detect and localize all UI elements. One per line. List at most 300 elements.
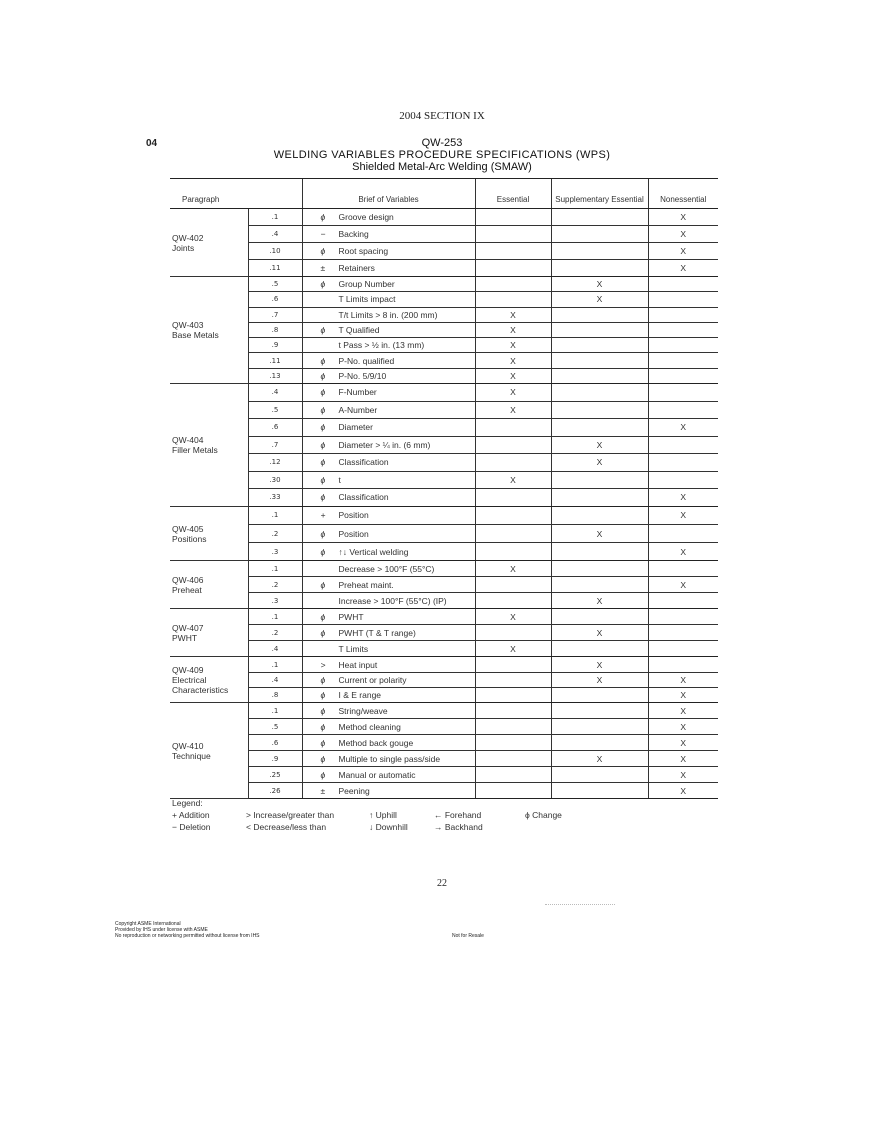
variable-brief bbox=[302, 277, 475, 292]
table-row bbox=[170, 641, 718, 657]
variable-text: Peening bbox=[338, 785, 370, 796]
nonessential-mark bbox=[648, 277, 718, 292]
variable-text: Method cleaning bbox=[338, 721, 401, 732]
nonessential-mark: X bbox=[648, 687, 718, 702]
essential-mark: X bbox=[475, 322, 551, 337]
essential-mark: X bbox=[475, 471, 551, 489]
supplementary-mark: X bbox=[551, 524, 648, 542]
table-row bbox=[170, 436, 718, 454]
essential-mark bbox=[475, 226, 551, 243]
paragraph-number: .1 bbox=[248, 506, 302, 524]
variable-symbol: ϕ bbox=[320, 689, 326, 700]
variable-brief bbox=[302, 419, 475, 437]
supplementary-mark bbox=[551, 419, 648, 437]
variable-brief bbox=[302, 625, 475, 641]
paragraph-number: .4 bbox=[248, 226, 302, 243]
supplementary-mark bbox=[551, 641, 648, 657]
supplementary-mark bbox=[551, 543, 648, 561]
variable-symbol: − bbox=[320, 229, 326, 239]
paragraph-number: .4 bbox=[248, 641, 302, 657]
nonessential-mark bbox=[648, 353, 718, 368]
variable-symbol: ϕ bbox=[320, 769, 326, 780]
variable-brief bbox=[302, 226, 475, 243]
variable-symbol: ϕ bbox=[320, 737, 326, 748]
paragraph-group bbox=[170, 277, 248, 384]
nonessential-mark bbox=[648, 401, 718, 419]
essential-mark bbox=[475, 454, 551, 472]
divider bbox=[545, 904, 615, 905]
variable-brief bbox=[302, 307, 475, 322]
paragraph-name: Preheat bbox=[172, 584, 202, 595]
supplementary-mark bbox=[551, 243, 648, 260]
nonessential-mark: X bbox=[648, 577, 718, 593]
variable-symbol: ϕ bbox=[320, 579, 326, 590]
paragraph-name: PWHT bbox=[172, 632, 198, 643]
table-row bbox=[170, 625, 718, 641]
paragraph-number: .5 bbox=[248, 401, 302, 419]
nonessential-mark bbox=[648, 524, 718, 542]
table-row bbox=[170, 751, 718, 767]
nonessential-mark: X bbox=[648, 506, 718, 524]
supplementary-mark: X bbox=[551, 672, 648, 687]
table-row bbox=[170, 687, 718, 702]
paragraph-number: .11 bbox=[248, 260, 302, 277]
variable-symbol: ϕ bbox=[320, 627, 326, 638]
paragraph-number: .30 bbox=[248, 471, 302, 489]
paragraph-number: .1 bbox=[248, 609, 302, 625]
variable-text: Diameter bbox=[338, 422, 373, 433]
nonessential-mark: X bbox=[648, 489, 718, 507]
variable-symbol: ± bbox=[320, 263, 326, 273]
essential-mark bbox=[475, 767, 551, 783]
supplementary-mark bbox=[551, 506, 648, 524]
legend-item: > Increase/greater than bbox=[246, 810, 335, 820]
variable-text: Position bbox=[338, 510, 369, 521]
variable-brief bbox=[302, 543, 475, 561]
variable-symbol: ϕ bbox=[320, 439, 326, 450]
variable-text: Preheat maint. bbox=[338, 579, 394, 590]
essential-mark bbox=[475, 625, 551, 641]
variable-symbol: ϕ bbox=[320, 246, 326, 256]
nonessential-mark bbox=[648, 292, 718, 307]
nonessential-mark bbox=[648, 322, 718, 337]
supplementary-mark bbox=[551, 353, 648, 368]
supplementary-mark bbox=[551, 307, 648, 322]
variable-brief bbox=[302, 401, 475, 419]
nonessential-mark: X bbox=[648, 672, 718, 687]
supplementary-mark bbox=[551, 609, 648, 625]
variable-text: Heat input bbox=[338, 659, 378, 670]
nonessential-mark bbox=[648, 307, 718, 322]
variable-symbol: ϕ bbox=[320, 721, 326, 732]
paragraph-group bbox=[170, 609, 248, 657]
variable-brief bbox=[302, 703, 475, 719]
nonessential-mark: X bbox=[648, 751, 718, 767]
table-row bbox=[170, 243, 718, 260]
essential-mark bbox=[475, 292, 551, 307]
paragraph-name: Filler Metals bbox=[172, 444, 218, 455]
variable-symbol: ϕ bbox=[320, 528, 326, 539]
supplementary-mark bbox=[551, 767, 648, 783]
variable-brief bbox=[302, 735, 475, 751]
supplementary-mark bbox=[551, 687, 648, 702]
essential-mark bbox=[475, 577, 551, 593]
nonessential-mark bbox=[648, 657, 718, 672]
header-nonessential: Nonessential bbox=[648, 179, 718, 209]
nonessential-mark: X bbox=[648, 719, 718, 735]
variable-brief bbox=[302, 577, 475, 593]
essential-mark: X bbox=[475, 338, 551, 353]
variable-text: String/weave bbox=[338, 705, 388, 716]
variable-symbol: ϕ bbox=[320, 212, 326, 222]
supplementary-mark: X bbox=[551, 751, 648, 767]
paragraph-group bbox=[170, 561, 248, 609]
paragraph-number: .12 bbox=[248, 454, 302, 472]
supplementary-mark bbox=[551, 577, 648, 593]
variable-symbol: ϕ bbox=[320, 474, 326, 485]
variable-brief bbox=[302, 524, 475, 542]
table-row bbox=[170, 277, 718, 292]
paragraph-name: Electrical Characteristics bbox=[172, 674, 229, 695]
supplementary-mark bbox=[551, 719, 648, 735]
nonessential-mark bbox=[648, 454, 718, 472]
paragraph-group bbox=[170, 384, 248, 507]
copyright-line: Provided by IHS under license with ASME bbox=[115, 927, 208, 933]
paragraph-number: .3 bbox=[248, 593, 302, 609]
welding-variables-table bbox=[170, 178, 718, 799]
nonessential-mark: X bbox=[648, 543, 718, 561]
variable-text: Increase > 100°F (55°C) (IP) bbox=[338, 595, 447, 606]
table-row bbox=[170, 609, 718, 625]
essential-mark bbox=[475, 419, 551, 437]
variable-brief bbox=[302, 338, 475, 353]
variable-text: T Qualified bbox=[338, 325, 380, 336]
paragraph-number: .26 bbox=[248, 783, 302, 799]
variable-text: Root spacing bbox=[338, 246, 389, 256]
nonessential-mark bbox=[648, 561, 718, 577]
paragraph-number: .7 bbox=[248, 436, 302, 454]
nonessential-mark: X bbox=[648, 735, 718, 751]
essential-mark bbox=[475, 243, 551, 260]
table-row bbox=[170, 524, 718, 542]
supplementary-mark: X bbox=[551, 436, 648, 454]
nonessential-mark bbox=[648, 471, 718, 489]
variable-text: Multiple to single pass/side bbox=[338, 753, 441, 764]
essential-mark bbox=[475, 489, 551, 507]
table-row bbox=[170, 322, 718, 337]
variable-text: t bbox=[338, 474, 341, 485]
variable-brief bbox=[302, 260, 475, 277]
supplementary-mark: X bbox=[551, 277, 648, 292]
variable-brief bbox=[302, 489, 475, 507]
paragraph-number: .9 bbox=[248, 751, 302, 767]
table-row bbox=[170, 506, 718, 524]
paragraph-number: .2 bbox=[248, 625, 302, 641]
nonessential-mark: X bbox=[648, 260, 718, 277]
variable-brief bbox=[302, 471, 475, 489]
paragraph-group bbox=[170, 209, 248, 277]
paragraph-name: Positions bbox=[172, 533, 207, 544]
supplementary-mark bbox=[551, 209, 648, 226]
variable-text: P-No. 5/9/10 bbox=[338, 370, 387, 381]
variable-text: A-Number bbox=[338, 404, 378, 415]
legend-item: ↓ Downhill bbox=[369, 822, 408, 832]
variable-symbol: ϕ bbox=[320, 492, 326, 503]
paragraph-code: QW-402 bbox=[172, 232, 204, 243]
nonessential-mark bbox=[648, 338, 718, 353]
nonessential-mark bbox=[648, 641, 718, 657]
variable-symbol: ϕ bbox=[320, 546, 326, 557]
variable-symbol: ϕ bbox=[320, 325, 326, 336]
paragraph-number: .11 bbox=[248, 353, 302, 368]
paragraph-group bbox=[170, 657, 248, 703]
table-row bbox=[170, 489, 718, 507]
paragraph-number: .6 bbox=[248, 292, 302, 307]
revision-margin-mark: 04 bbox=[146, 138, 158, 149]
variable-brief bbox=[302, 672, 475, 687]
variable-symbol: ϕ bbox=[320, 404, 326, 415]
table-row bbox=[170, 384, 718, 402]
nonessential-mark bbox=[648, 436, 718, 454]
paragraph-number: .1 bbox=[248, 703, 302, 719]
essential-mark bbox=[475, 703, 551, 719]
legend bbox=[172, 797, 585, 833]
essential-mark bbox=[475, 209, 551, 226]
supplementary-mark bbox=[551, 338, 648, 353]
table-row bbox=[170, 353, 718, 368]
table-row bbox=[170, 368, 718, 383]
supplementary-mark: X bbox=[551, 625, 648, 641]
essential-mark bbox=[475, 687, 551, 702]
paragraph-code: QW-407 bbox=[172, 622, 204, 633]
header-essential: Essential bbox=[475, 179, 551, 209]
table-main-title: WELDING VARIABLES PROCEDURE SPECIFICATIONS (WPS) bbox=[273, 149, 611, 161]
paragraph-number: .1 bbox=[248, 561, 302, 577]
variable-brief bbox=[302, 767, 475, 783]
not-for-resale: Not for Resale bbox=[452, 933, 484, 939]
table-row bbox=[170, 561, 718, 577]
variable-text: Diameter > ¼ in. (6 mm) bbox=[338, 439, 431, 450]
legend-item: − Deletion bbox=[172, 822, 211, 832]
variable-text: PWHT (T & T range) bbox=[338, 627, 416, 638]
essential-mark bbox=[475, 672, 551, 687]
essential-mark bbox=[475, 543, 551, 561]
page-number: 22 bbox=[437, 878, 447, 889]
supplementary-mark: X bbox=[551, 657, 648, 672]
paragraph-number: .1 bbox=[248, 657, 302, 672]
essential-mark bbox=[475, 719, 551, 735]
table-row bbox=[170, 719, 718, 735]
essential-mark: X bbox=[475, 561, 551, 577]
table-row bbox=[170, 419, 718, 437]
essential-mark: X bbox=[475, 307, 551, 322]
variable-text: Groove design bbox=[338, 212, 394, 222]
table-subtitle: Shielded Metal-Arc Welding (SMAW) bbox=[352, 161, 532, 173]
essential-mark bbox=[475, 436, 551, 454]
variable-symbol: + bbox=[320, 510, 326, 521]
variable-text: Group Number bbox=[338, 279, 395, 290]
paragraph-name: Technique bbox=[172, 750, 211, 761]
paragraph-number: .4 bbox=[248, 672, 302, 687]
variable-text: T/t Limits > 8 in. (200 mm) bbox=[338, 309, 438, 320]
legend-item: < Decrease/less than bbox=[246, 822, 327, 832]
variable-text: Current or polarity bbox=[338, 674, 407, 685]
table-row bbox=[170, 307, 718, 322]
table-row bbox=[170, 767, 718, 783]
paragraph-group bbox=[170, 703, 248, 799]
table-row bbox=[170, 292, 718, 307]
paragraph-number: .5 bbox=[248, 277, 302, 292]
header-supplementary: Supplementary Essential bbox=[551, 179, 648, 209]
table-header-row bbox=[170, 179, 718, 209]
essential-mark bbox=[475, 277, 551, 292]
paragraph-code: QW-403 bbox=[172, 320, 204, 331]
variable-brief bbox=[302, 641, 475, 657]
variable-text: ↑↓ Vertical welding bbox=[338, 546, 409, 557]
table-title bbox=[0, 137, 884, 173]
paragraph-number: .2 bbox=[248, 577, 302, 593]
paragraph-number: .9 bbox=[248, 338, 302, 353]
variable-brief bbox=[302, 561, 475, 577]
paragraph-number: .25 bbox=[248, 767, 302, 783]
table-row bbox=[170, 577, 718, 593]
essential-mark bbox=[475, 751, 551, 767]
header-brief: Brief of Variables bbox=[302, 179, 475, 209]
variable-symbol: ϕ bbox=[320, 674, 326, 685]
legend-item: ↑ Uphill bbox=[369, 810, 397, 820]
nonessential-mark: X bbox=[648, 703, 718, 719]
variable-symbol: ϕ bbox=[320, 422, 326, 433]
nonessential-mark: X bbox=[648, 243, 718, 260]
supplementary-mark: X bbox=[551, 454, 648, 472]
essential-mark: X bbox=[475, 368, 551, 383]
table-row bbox=[170, 593, 718, 609]
essential-mark bbox=[475, 524, 551, 542]
table-row bbox=[170, 471, 718, 489]
essential-mark bbox=[475, 260, 551, 277]
variable-symbol: ϕ bbox=[320, 387, 326, 398]
variable-symbol: ϕ bbox=[320, 753, 326, 764]
table-row bbox=[170, 657, 718, 672]
essential-mark: X bbox=[475, 384, 551, 402]
supplementary-mark bbox=[551, 401, 648, 419]
legend-item: → Backhand bbox=[434, 822, 483, 832]
paragraph-number: .13 bbox=[248, 368, 302, 383]
essential-mark bbox=[475, 735, 551, 751]
variable-brief bbox=[302, 384, 475, 402]
variable-brief bbox=[302, 719, 475, 735]
variable-text: F-Number bbox=[338, 387, 377, 398]
paragraph-number: .8 bbox=[248, 687, 302, 702]
variable-brief bbox=[302, 687, 475, 702]
nonessential-mark bbox=[648, 593, 718, 609]
paragraph-number: .4 bbox=[248, 384, 302, 402]
variable-text: P-No. qualified bbox=[338, 355, 395, 366]
supplementary-mark: X bbox=[551, 292, 648, 307]
supplementary-mark bbox=[551, 735, 648, 751]
essential-mark: X bbox=[475, 401, 551, 419]
paragraph-number: .7 bbox=[248, 307, 302, 322]
variable-brief bbox=[302, 209, 475, 226]
variable-symbol: ϕ bbox=[320, 611, 326, 622]
paragraph-code: QW-406 bbox=[172, 574, 204, 585]
variable-symbol: ϕ bbox=[320, 705, 326, 716]
supplementary-mark bbox=[551, 260, 648, 277]
paragraph-code: QW-404 bbox=[172, 434, 204, 445]
table-row bbox=[170, 209, 718, 226]
section-header: 2004 SECTION IX bbox=[399, 110, 485, 122]
table-code: QW-253 bbox=[421, 137, 463, 149]
table-row bbox=[170, 338, 718, 353]
essential-mark: X bbox=[475, 353, 551, 368]
nonessential-mark bbox=[648, 609, 718, 625]
variable-symbol: ϕ bbox=[320, 457, 326, 468]
paragraph-code: QW-405 bbox=[172, 523, 204, 534]
table-row bbox=[170, 401, 718, 419]
table-row bbox=[170, 672, 718, 687]
essential-mark bbox=[475, 593, 551, 609]
nonessential-mark: X bbox=[648, 783, 718, 799]
paragraph-number: .3 bbox=[248, 543, 302, 561]
paragraph-number: .1 bbox=[248, 209, 302, 226]
supplementary-mark bbox=[551, 703, 648, 719]
variable-symbol: > bbox=[320, 659, 326, 670]
paragraph-group bbox=[170, 506, 248, 561]
supplementary-mark bbox=[551, 226, 648, 243]
variable-symbol: ϕ bbox=[320, 279, 326, 290]
variable-text: I & E range bbox=[338, 689, 382, 700]
paragraph-number: .2 bbox=[248, 524, 302, 542]
paragraph-name: Base Metals bbox=[172, 330, 219, 341]
table-row bbox=[170, 226, 718, 243]
essential-mark bbox=[475, 657, 551, 672]
supplementary-mark bbox=[551, 322, 648, 337]
variable-brief bbox=[302, 657, 475, 672]
variable-text: Decrease > 100°F (55°C) bbox=[338, 563, 435, 574]
nonessential-mark bbox=[648, 384, 718, 402]
paragraph-name: Joints bbox=[172, 242, 195, 253]
essential-mark: X bbox=[475, 609, 551, 625]
nonessential-mark: X bbox=[648, 209, 718, 226]
variable-brief bbox=[302, 243, 475, 260]
variable-brief bbox=[302, 368, 475, 383]
nonessential-mark bbox=[648, 625, 718, 641]
variable-text: PWHT bbox=[338, 611, 364, 622]
variable-brief bbox=[302, 353, 475, 368]
nonessential-mark bbox=[648, 368, 718, 383]
legend-item: ϕ Change bbox=[525, 810, 562, 820]
variable-text: Backing bbox=[338, 229, 369, 239]
paragraph-number: .6 bbox=[248, 735, 302, 751]
variable-brief bbox=[302, 506, 475, 524]
table-row bbox=[170, 735, 718, 751]
variable-text: Classification bbox=[338, 492, 389, 503]
variable-text: T Limits impact bbox=[338, 294, 396, 305]
nonessential-mark: X bbox=[648, 419, 718, 437]
supplementary-mark bbox=[551, 368, 648, 383]
copyright-line: No reproduction or networking permitted without license from IHS bbox=[115, 933, 260, 939]
paragraph-number: .8 bbox=[248, 322, 302, 337]
variable-symbol: ϕ bbox=[320, 355, 326, 366]
variable-symbol: ϕ bbox=[320, 370, 326, 381]
variable-brief bbox=[302, 436, 475, 454]
variable-text: Position bbox=[338, 528, 369, 539]
variable-brief bbox=[302, 322, 475, 337]
supplementary-mark bbox=[551, 561, 648, 577]
supplementary-mark: X bbox=[551, 593, 648, 609]
legend-item: ← Forehand bbox=[434, 810, 482, 820]
copyright-notice bbox=[115, 921, 260, 939]
